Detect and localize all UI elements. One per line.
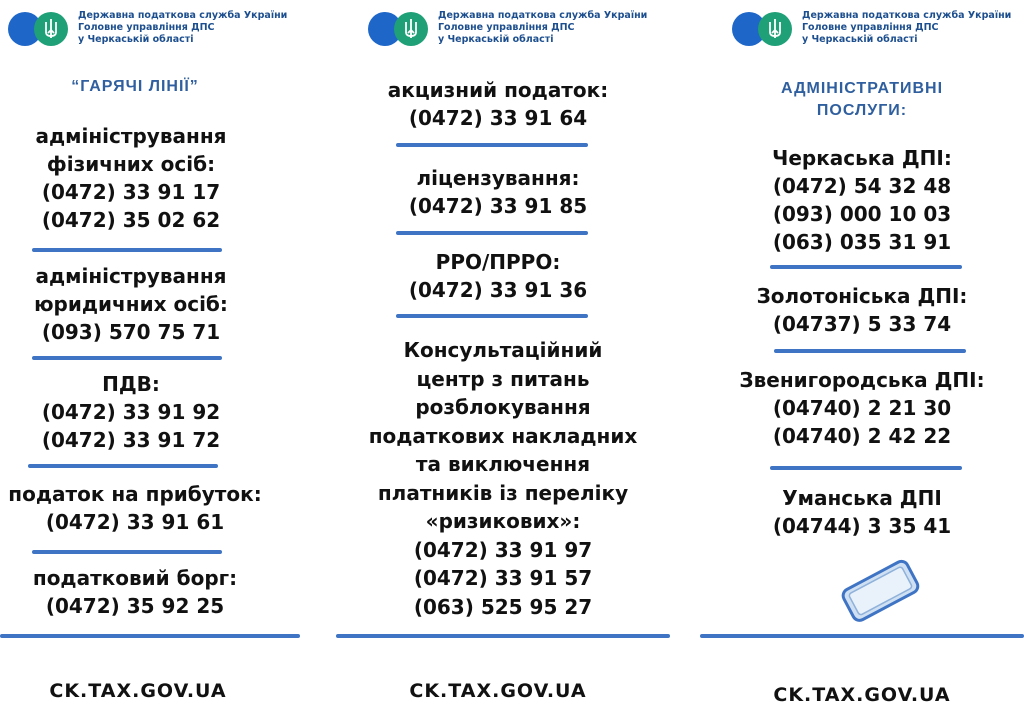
separator (770, 265, 962, 269)
phone-number[interactable]: (0472) 33 91 64 (408, 106, 588, 130)
trident-icon (758, 12, 792, 46)
bottom-divider (700, 634, 1024, 638)
block-vat: ПДВ: (0472) 33 91 92 (0472) 33 91 72 (0, 370, 262, 454)
block-rro: РРО/ПРРО: (0472) 33 91 36 (336, 248, 660, 304)
org-name: Державна податкова служба України Головне управління ДПС у Черкаській області (78, 10, 288, 45)
phone-number[interactable]: (0472) 35 02 62 (41, 208, 221, 232)
separator (32, 550, 222, 554)
phone-number[interactable]: (0472) 33 91 85 (408, 194, 588, 218)
separator (396, 231, 588, 235)
website-link[interactable]: CK.TAX.GOV.UA (773, 684, 951, 706)
block-legal-entities: адміністрування юридичних осіб: (093) 570 75 71 (0, 262, 262, 346)
block-excise: акцизний податок: (0472) 33 91 64 (336, 76, 660, 132)
admin-services-column (700, 0, 1024, 711)
block-licensing: ліцензування: (0472) 33 91 85 (336, 164, 660, 220)
phone-number[interactable]: (04740) 2 21 30 (772, 396, 952, 420)
phone-number[interactable]: (0472) 33 91 92 (41, 400, 221, 424)
phone-number[interactable]: (0472) 33 91 36 (408, 278, 588, 302)
separator (28, 464, 218, 468)
org-name: Державна податкова служба України Головне управління ДПС у Черкаській області (802, 10, 1012, 45)
block-zvenyhorodka-dpi: Звенигородська ДПІ: (04740) 2 21 30 (04740) 2 42 22 (700, 366, 1024, 450)
block-zolotonosha-dpi: Золотоніська ДПІ: (04737) 5 33 74 (700, 282, 1024, 338)
phone-number[interactable]: (063) 525 95 27 (413, 594, 593, 619)
phone-number[interactable]: (04737) 5 33 74 (772, 312, 952, 336)
block-cherkasy-dpi: Черкаська ДПІ: (0472) 54 32 48 (093) 000 10 03 (063) 035 31 91 (700, 144, 1024, 256)
block-consulting-center: Консультаційний центр з питань розблокування податкових накладних та виключення платників із переліку «ризикових»: (0472) 33 91 97 (0472) 33 91 57 (063) 525 95 27 (336, 336, 670, 621)
hotlines-column-2 (336, 0, 670, 711)
trident-icon (394, 12, 428, 46)
separator (396, 314, 588, 318)
separator (32, 356, 222, 360)
separator (770, 466, 962, 470)
trident-icon (34, 12, 68, 46)
hotlines-column (0, 0, 300, 711)
block-tax-debt: податковий борг: (0472) 35 92 25 (0, 564, 270, 620)
website-link[interactable]: CK.TAX.GOV.UA (409, 680, 587, 702)
section-title-admin-services: АДМІНІСТРАТИВНІ ПОСЛУГИ: (780, 80, 944, 119)
section-title-hotlines: “ГАРЯЧІ ЛІНІЇ” (71, 78, 199, 95)
phone-number[interactable]: (0472) 33 91 72 (41, 428, 221, 452)
block-uman-dpi: Уманська ДПІ (04744) 3 35 41 (700, 484, 1024, 540)
phone-number[interactable]: (0472) 33 91 97 (413, 537, 593, 562)
phone-number[interactable]: (0472) 33 91 17 (41, 180, 221, 204)
phone-number[interactable]: (04744) 3 35 41 (772, 514, 952, 538)
phone-number[interactable]: (093) 570 75 71 (41, 320, 221, 344)
smartphone-icon (832, 558, 928, 622)
phone-number[interactable]: (063) 035 31 91 (772, 230, 952, 254)
phone-number[interactable]: (0472) 33 91 61 (45, 510, 225, 534)
org-name: Державна податкова служба України Головне управління ДПС у Черкаській області (438, 10, 648, 45)
separator (774, 349, 966, 353)
phone-number[interactable]: (093) 000 10 03 (772, 202, 952, 226)
phone-number[interactable]: (0472) 33 91 57 (413, 566, 593, 590)
phone-number[interactable]: (04740) 2 42 22 (772, 424, 952, 448)
block-profit-tax: податок на прибуток: (0472) 33 91 61 (0, 480, 270, 536)
block-individuals: адміністрування фізичних осіб: (0472) 33 91 17 (0472) 35 02 62 (0, 122, 262, 234)
bottom-divider (0, 634, 300, 638)
phone-number[interactable]: (0472) 35 92 25 (45, 594, 225, 618)
bottom-divider (336, 634, 670, 638)
separator (396, 143, 588, 147)
separator (32, 248, 222, 252)
phone-number[interactable]: (0472) 54 32 48 (772, 174, 952, 198)
website-link[interactable]: CK.TAX.GOV.UA (49, 680, 227, 702)
